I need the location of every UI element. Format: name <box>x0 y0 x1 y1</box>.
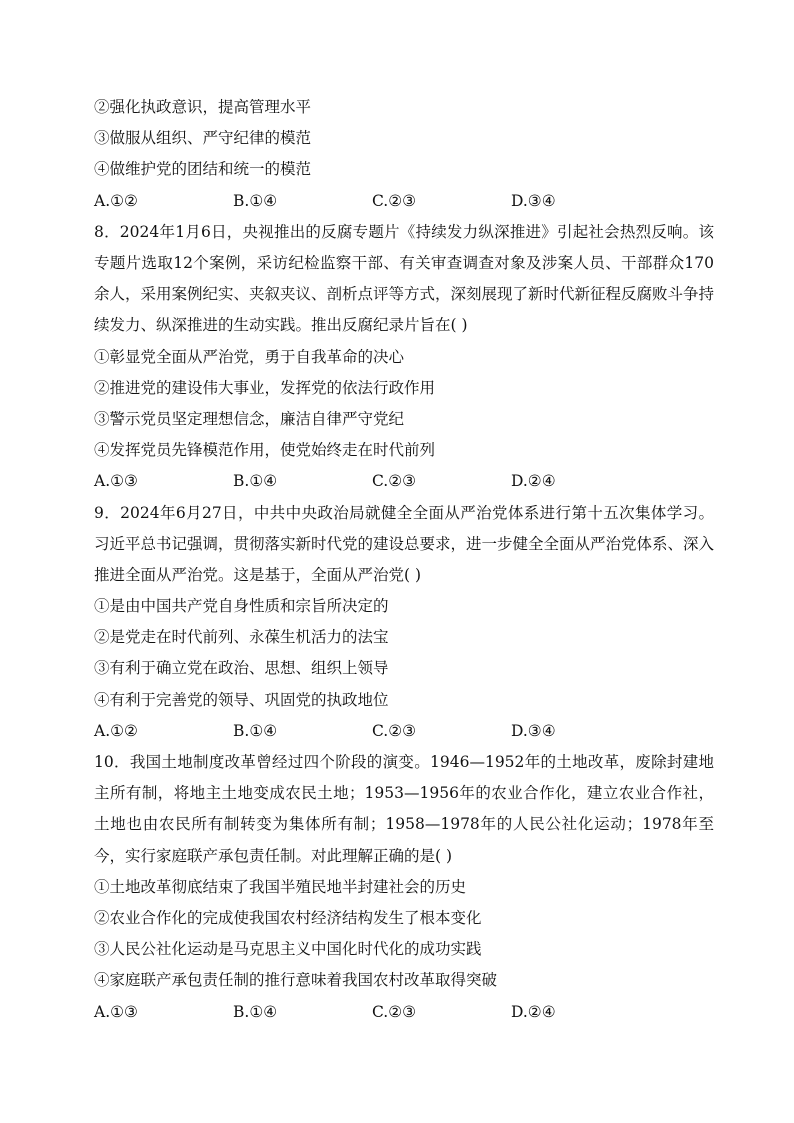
choice-item: ④做维护党的团结和统一的模范 <box>94 160 312 179</box>
option-a: A.①③ <box>94 472 138 491</box>
choice-item: ①彰显党全面从严治党，勇于自我革命的决心 <box>94 347 405 366</box>
choice-item: ②是党走在时代前列、永葆生机活力的法宝 <box>94 628 389 647</box>
answer-options <box>94 716 714 747</box>
question-7 <box>94 92 714 217</box>
choice-item: ③做服从组织、严守纪律的模范 <box>94 129 312 148</box>
choice-item: ②农业合作化的完成使我国农村经济结构发生了根本变化 <box>94 909 482 928</box>
choice-item: ③有利于确立党在政治、思想、组织上领导 <box>94 659 389 678</box>
choice-item: ③警示党员坚定理想信念，廉洁自律严守党纪 <box>94 409 405 428</box>
question-10 <box>94 747 714 1028</box>
option-d: D.③④ <box>511 191 556 210</box>
question-list <box>94 92 714 1028</box>
answer-options <box>94 466 714 497</box>
option-c: C.②③ <box>372 472 417 491</box>
choice-item: ④有利于完善党的领导、巩固党的执政地位 <box>94 690 389 709</box>
question-8 <box>94 217 714 498</box>
option-c: C.②③ <box>372 721 417 740</box>
choice-item: ②强化执政意识，提高管理水平 <box>94 98 312 116</box>
option-b: B.①④ <box>233 721 278 740</box>
choice-item: ③人民公社化运动是马克思主义中国化时代化的成功实践 <box>94 940 482 959</box>
option-d: D.②④ <box>511 472 556 491</box>
question-stem: 9．2024年6月27日，中共中央政治局就健全全面从严治党体系进行第十五次集体学习。习近平总书记强调，贯彻落实新时代党的建设总要求，进一步健全全面从严治党体系、深入推进全面从严治党。这是基于，全面从严治党( ) <box>94 503 715 584</box>
choice-item: ④发挥党员先锋模范作用，使党始终走在时代前列 <box>94 441 436 460</box>
option-b: B.①④ <box>233 1002 278 1021</box>
option-b: B.①④ <box>233 472 278 491</box>
question-stem: 8．2024年1月6日，央视推出的反腐专题片《持续发力纵深推进》引起社会热烈反响。该专题片选取12个案例，采访纪检监察干部、有关审查调查对象及涉案人员、干部群众170余人，采用案例纪实、夹叙夹议、剖析点评等方式，深刻展现了新时代新征程反腐败斗争持续发力、纵深推进的生动实践。推出反腐纪录片旨在( ) <box>94 222 715 335</box>
question-stem: 10．我国土地制度改革曾经过四个阶段的演变。1946—1952年的土地改革，废除封建地主所有制，将地主土地变成农民土地；1953—1956年的农业合作化，建立农业合作社，土地也由农民所有制转变为集体所有制；1958—1978年的人民公社化运动；1978年至今，实行家庭联产承包责任制。对此理解正确的是( ) <box>94 753 714 865</box>
choice-item: ①土地改革彻底结束了我国半殖民地半封建社会的历史 <box>94 877 467 896</box>
option-d: D.②④ <box>511 1002 556 1021</box>
option-a: A.①② <box>94 191 138 210</box>
answer-options <box>94 997 714 1028</box>
option-c: C.②③ <box>372 191 417 210</box>
option-b: B.①④ <box>233 191 278 210</box>
choice-item: ④家庭联产承包责任制的推行意味着我国农村改革取得突破 <box>94 971 498 990</box>
choice-item: ①是由中国共产党自身性质和宗旨所决定的 <box>94 597 389 616</box>
option-d: D.③④ <box>511 721 556 740</box>
question-9 <box>94 498 714 748</box>
answer-options <box>94 186 714 217</box>
option-a: A.①③ <box>94 1002 138 1021</box>
option-a: A.①② <box>94 721 138 740</box>
choice-item: ②推进党的建设伟大事业，发挥党的依法行政作用 <box>94 378 436 397</box>
option-c: C.②③ <box>372 1002 417 1021</box>
